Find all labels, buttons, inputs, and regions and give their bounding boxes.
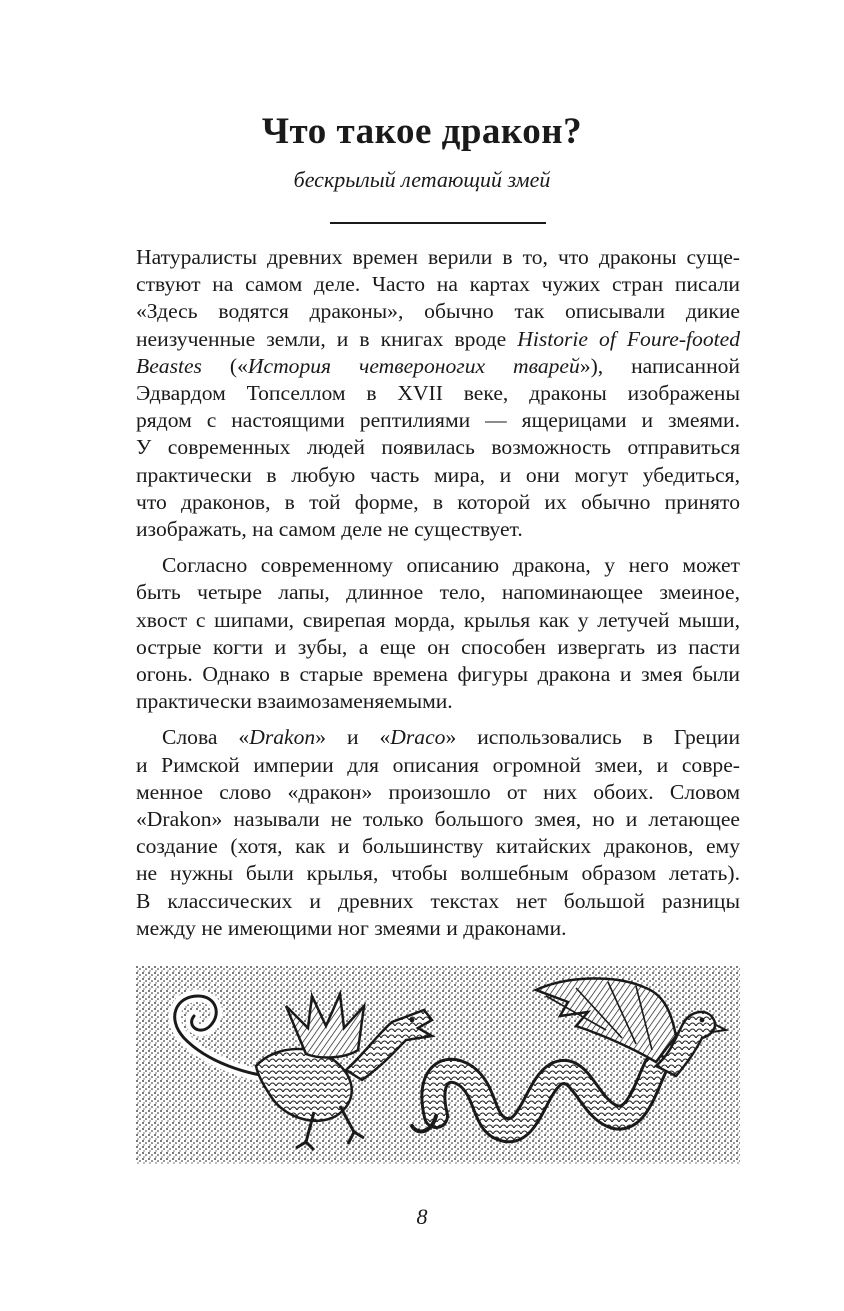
chapter-title: Что такое дракон? <box>261 111 583 152</box>
text-line: и Римской империи для описания огромной змеи, и совре- <box>136 752 740 777</box>
italic-title: Beastes <box>136 353 202 378</box>
text-line: рядом с настоящими рептилиями — ящерицами и змеями. <box>136 408 740 433</box>
text-line: ствуют на самом деле. Часто на картах чужих стран писали <box>136 272 740 297</box>
text-line: практически в любую часть мира, и они могут убедиться, <box>136 462 740 487</box>
body-text <box>136 244 740 951</box>
paragraph-3 <box>136 724 740 942</box>
text-line: хвост с шипами, свирепая морда, крылья как у летучей мыши, <box>136 607 740 632</box>
text-line: острые когти и зубы, а еще он способен извергать из пасти <box>136 634 740 659</box>
text-line: создание (хотя, как и большинству китайских драконов, ему <box>136 834 740 859</box>
text-line: В классических и древних текстах нет большой разницы <box>136 888 740 913</box>
italic-title: Drakon <box>249 725 316 750</box>
italic-title: Draco <box>390 725 446 750</box>
text-line: менное слово «дракон» произошло от них обоих. Словом <box>136 779 740 804</box>
text-line: «Здесь водятся драконы», обычно так описывали дикие <box>136 299 740 324</box>
text-line: Эдвардом Топселлом в XVII веке, драконы изображены <box>136 381 740 406</box>
text-line: Натуралисты древних времен верили в то, что драконы суще- <box>136 245 740 269</box>
dragons-engraving-image <box>136 966 740 1164</box>
text-line: У современных людей появилась возможность отправиться <box>136 435 740 460</box>
page-number: 8 <box>416 1204 428 1229</box>
text-line: Согласно современному описанию дракона, у него может <box>162 553 740 578</box>
paragraph-1 <box>136 244 740 543</box>
text-line: между не имеющими ног змеями и драконами. <box>136 915 567 940</box>
text-line: что драконов, в той форме, в которой их обычно принято <box>136 489 740 514</box>
text-line: Слова «Drakon» и «Draco» использовались в Греции <box>162 725 741 750</box>
text-line: не нужны были крылья, чтобы волшебным образом летать). <box>136 861 740 886</box>
dragons-illustration <box>136 966 740 1164</box>
italic-title: История четвероногих тварей <box>247 353 580 378</box>
title-divider <box>330 222 546 224</box>
text-line: Beastes («История четвероногих тварей»), написанной <box>136 353 740 378</box>
chapter-subtitle: бескрылый летающий змей <box>293 167 551 192</box>
italic-title: Historie of Foure-footed <box>517 326 741 351</box>
text-line: практически взаимозаменяемыми. <box>136 689 453 714</box>
text-line: «Drakon» называли не только большого змея, но и летающее <box>136 807 740 832</box>
text-line: быть четыре лапы, длинное тело, напоминающее змеиное, <box>136 580 740 605</box>
text-line: огонь. Однако в старые времена фигуры дракона и змея были <box>136 662 740 687</box>
text-line: неизученные земли, и в книгах вроде Historie of Foure-footed <box>136 326 741 351</box>
text-line: изображать, на самом деле не существует. <box>136 517 523 542</box>
paragraph-2 <box>136 552 740 715</box>
